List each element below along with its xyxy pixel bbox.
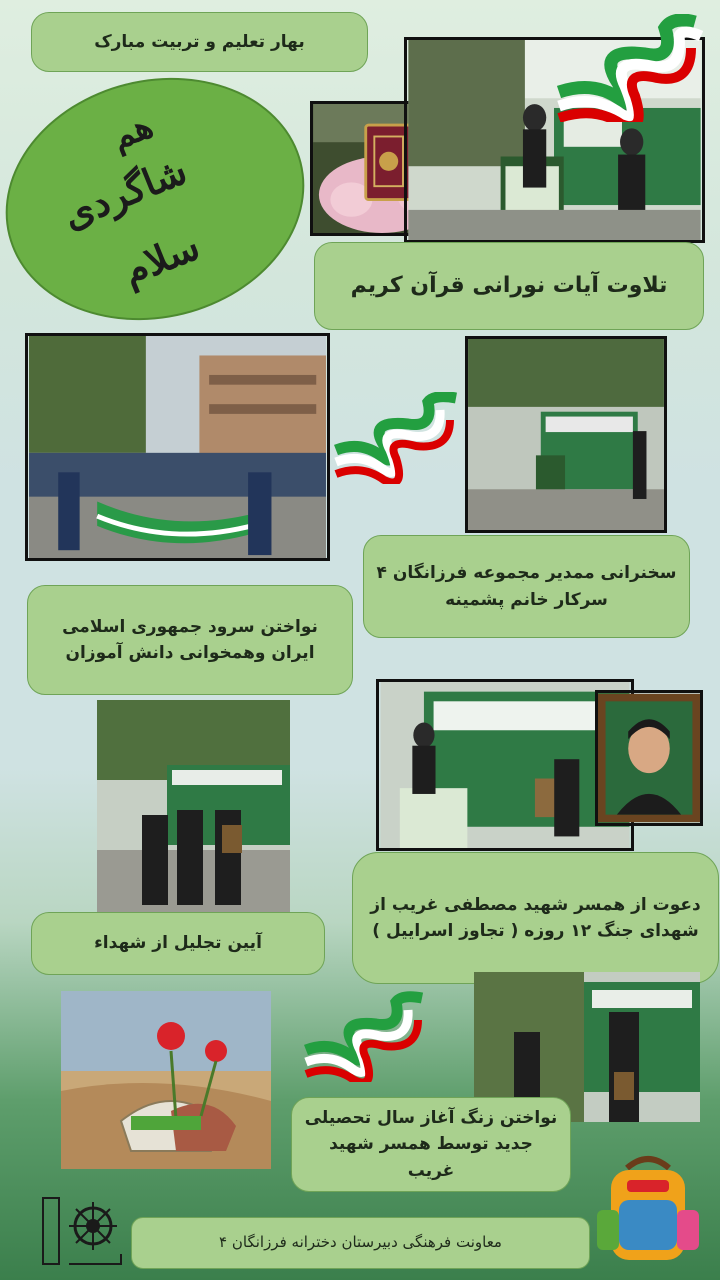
caption-anthem (27, 585, 353, 695)
caption-bell-text: نواختن زنگ آغاز سال تحصیلی جدید توسط همسر شهید غریب (304, 1107, 558, 1181)
caption-honor-text: آیین تجلیل از شهداء (94, 933, 262, 954)
caption-quran-text: تلاوت آیات نورانی قرآن کریم (350, 272, 668, 298)
backpack-icon (597, 1150, 699, 1268)
footer-text: معاونت فرهنگی دبیرستان دخترانه فرزانگان ۴ (219, 1233, 502, 1252)
school-logo-icon (41, 1196, 129, 1268)
caption-principal (363, 535, 690, 638)
caption-martyr-invite (352, 852, 719, 984)
caption-anthem-text: نواختن سرود جمهوری اسلامی ایران وهمخوانی دانش آموزان (62, 616, 318, 663)
caption-bell (291, 1097, 571, 1192)
honor-photo (97, 700, 290, 912)
caption-quran (314, 242, 704, 330)
caption-principal-text: سخنرانی ممدیر مجموعه فرزانگان ۴ سرکار خانم پشمینه (376, 563, 677, 610)
principal-photo (465, 336, 667, 533)
greeting-box (31, 12, 368, 72)
caption-martyr-invite-text: دعوت از همسر شهید مصطفی غریب از شهدای جنگ ۱۲ روزه ( تجاوز اسراییل ) (370, 894, 701, 941)
footer-bar (131, 1217, 590, 1269)
slogan-line-1: هم (105, 105, 159, 159)
greeting-text: بهار تعلیم و تربیت مبارک (94, 31, 305, 52)
slogan-line-2: شاگردی (56, 147, 193, 238)
slogan-line-3: سلام (116, 223, 206, 294)
assembly-photo (25, 333, 330, 561)
helmet-illustration (61, 991, 271, 1169)
flag-ribbon-icon-3 (302, 990, 426, 1082)
caption-honor (31, 912, 325, 975)
martyr-portrait (595, 690, 703, 826)
flag-ribbon-icon-2 (332, 392, 460, 484)
flag-ribbon-icon (555, 14, 703, 122)
